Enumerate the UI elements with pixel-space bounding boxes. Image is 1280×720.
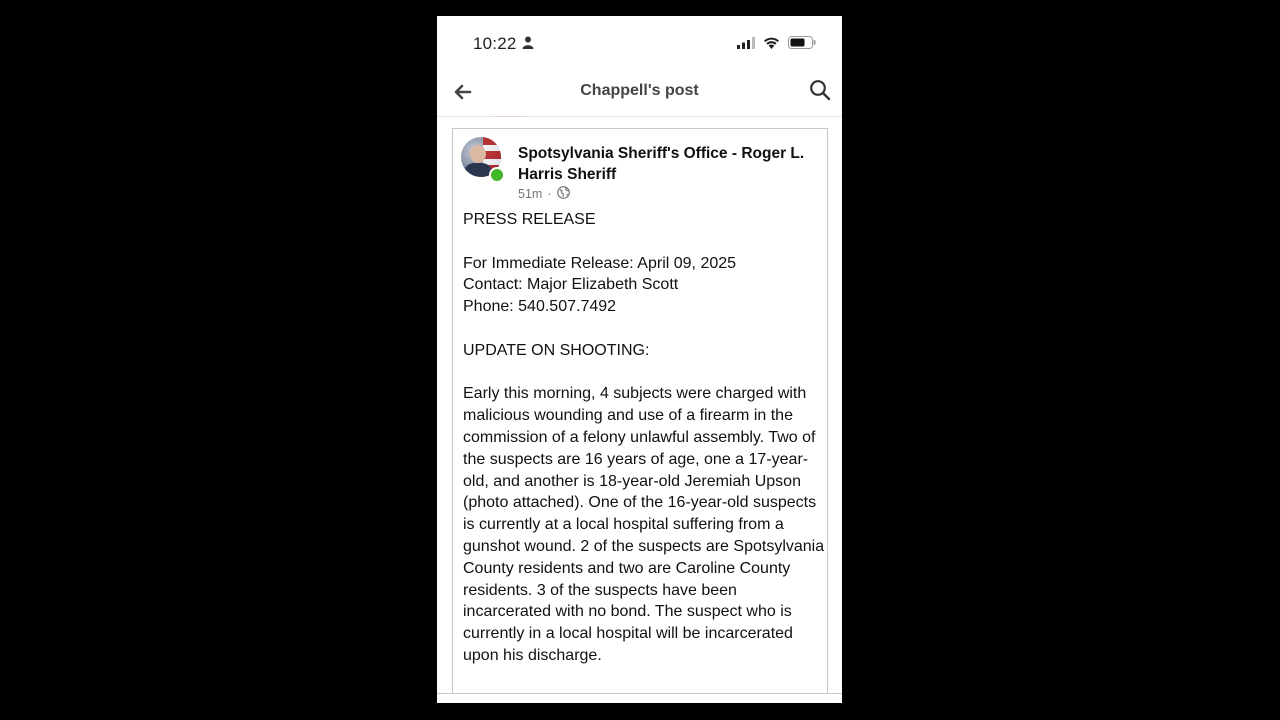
divider [495, 116, 525, 118]
post-paragraph: Early this morning, 4 subjects were charged with malicious wounding and use of a firearm in the commission of a felony unlawful assembly. Two of the suspects are 16 years of age, one a 17-year-old, and another is 18-year-old Jeremiah Upson (photo attached). One of the 16-year-old suspects is currently at a local hospital suffering from a gunshot wound. 2 of the suspects are Spotsylvania County residents and two are Caroline County residents. 3 of the suspects have been incarcerated with no bond. The suspect who is currently in a local hospital will be incarcerated upon his discharge. [463, 385, 825, 664]
battery-icon [788, 36, 816, 54]
nav-bar [437, 72, 842, 117]
online-status-icon [489, 167, 505, 183]
phone-line: Phone: 540.507.7492 [463, 298, 617, 316]
page-title: Chappell's post [580, 82, 699, 99]
body-graphic [464, 163, 492, 177]
post-meta [518, 186, 570, 202]
avatar[interactable] [461, 137, 501, 177]
post-body [463, 209, 825, 667]
post-card [452, 128, 828, 703]
search-icon[interactable] [808, 78, 832, 102]
status-bar [437, 16, 842, 72]
update-heading: UPDATE ON SHOOTING: [463, 341, 650, 359]
bottom-edge [437, 693, 842, 703]
signal-icon [737, 36, 755, 54]
face-graphic [470, 145, 486, 163]
meta-separator: · [547, 187, 552, 201]
release-date: For Immediate Release: April 09, 2025 [463, 254, 737, 272]
person-icon [522, 36, 534, 54]
press-release-heading: PRESS RELEASE [463, 211, 596, 228]
globe-icon [557, 186, 570, 202]
phone-screen [437, 16, 842, 703]
status-icons [737, 36, 816, 54]
contact-line: Contact: Major Elizabeth Scott [463, 276, 679, 294]
status-time: 10:22 [473, 34, 517, 53]
post-timestamp[interactable]: 51m [518, 187, 543, 201]
post-author[interactable]: Spotsylvania Sheriff's Office - Roger L. Harris Sheriff [518, 145, 805, 183]
wifi-icon [763, 36, 780, 54]
